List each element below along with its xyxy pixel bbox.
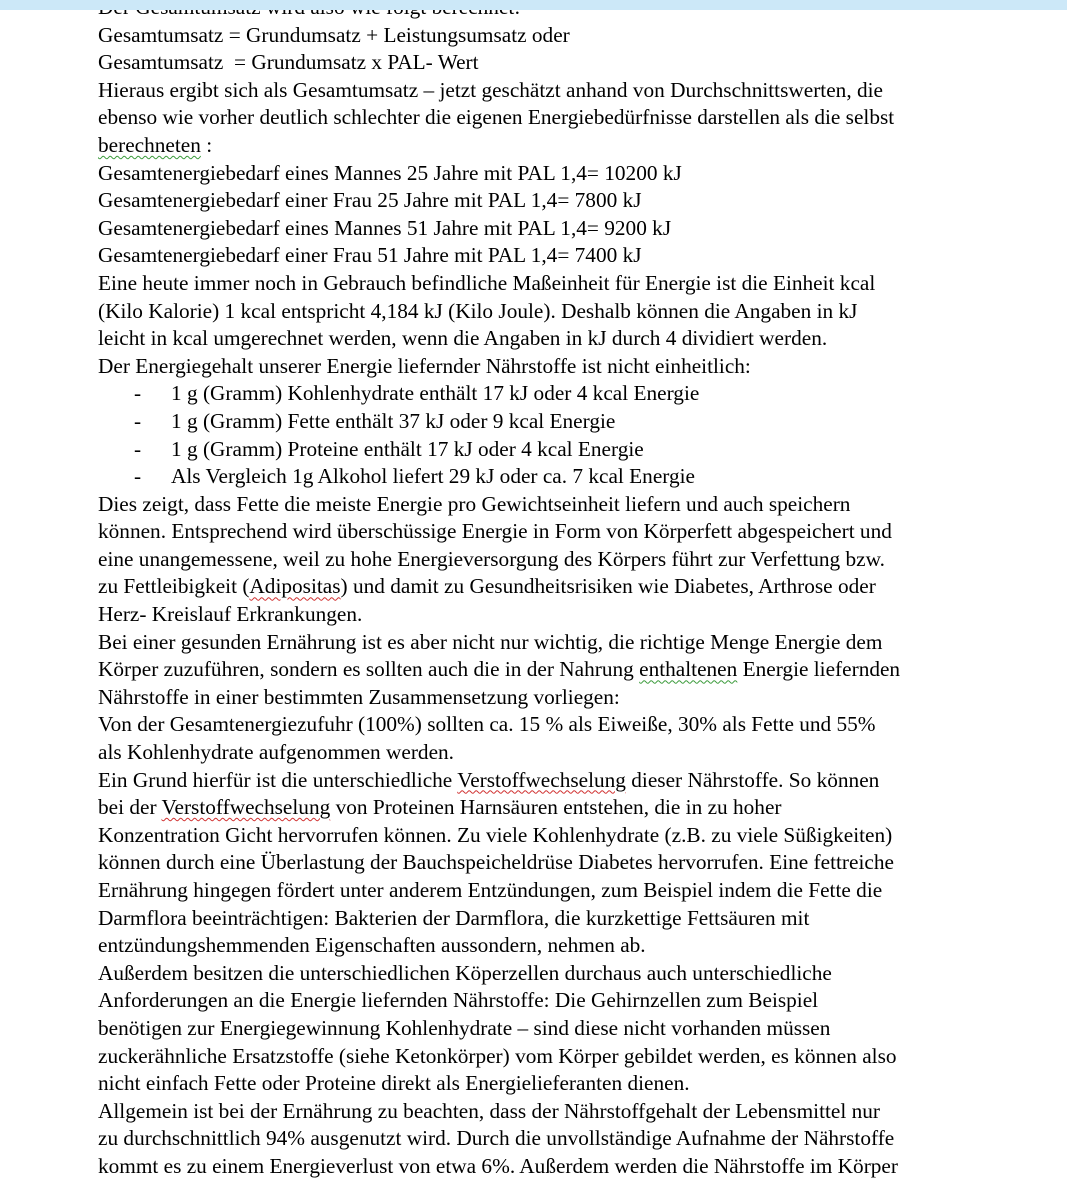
list-item: [98, 408, 1028, 436]
text-fragment: :: [200, 132, 213, 157]
list-item-text: 1 g (Gramm) Proteine enthält 17 kJ oder 4 kcal Energie: [171, 436, 644, 461]
energy-requirement-line: Gesamtenergiebedarf einer Frau 51 Jahre mit PAL 1,4= 7400 kJ: [98, 243, 642, 268]
text-line: Eine heute immer noch in Gebrauch befindliche Maßeinheit für Energie ist die Einheit kcal: [98, 270, 876, 295]
text-fragment: Körper zuzuführen, sondern es sollten auch die in der Nahrung: [98, 657, 640, 682]
text-fragment: Ein Grund hierfür ist die unterschiedliche: [98, 767, 458, 792]
text-line: [98, 767, 1028, 795]
text-line: Anforderungen an die Energie liefernden Nährstoffe: Die Gehirnzellen zum Beispiel: [98, 988, 819, 1013]
text-line: können durch eine Überlastung der Bauchspeicheldrüse Diabetes hervorrufen. Eine fettreiche: [98, 850, 894, 875]
text-line: Allgemein ist bei der Ernährung zu beachten, dass der Nährstoffgehalt der Lebensmittel nur: [98, 1098, 881, 1123]
bullet-dash: -: [134, 381, 142, 406]
text-line: Von der Gesamtenergiezufuhr (100%) sollten ca. 15 % als Eiweiße, 30% als Fette und 55%: [98, 712, 876, 737]
text-line: [98, 132, 1028, 160]
text-line: benötigen zur Energiegewinnung Kohlenhydrate – sind diese nicht vorhanden müssen: [98, 1015, 831, 1040]
text-fragment: Energie liefernden: [737, 657, 901, 682]
text-line: [98, 573, 1028, 601]
document-page[interactable]: [98, 0, 1028, 1181]
text-line: eine unangemessene, weil zu hohe Energieversorgung des Körpers führt zur Verfettung bzw.: [98, 546, 885, 571]
text-line: kommt es zu einem Energieverlust von etwa 6%. Außerdem werden die Nährstoffe im Körper: [98, 1153, 898, 1178]
list-item: [98, 436, 1028, 464]
bullet-dash: -: [134, 408, 142, 433]
text-line: Darmflora beeinträchtigen: Bakterien der Darmflora, die kurzkettige Fettsäuren mit: [98, 905, 810, 930]
text-line: Herz- Kreislauf Erkrankungen.: [98, 602, 363, 627]
text-line: zu durchschnittlich 94% ausgenutzt wird. Durch die unvollständige Aufnahme der Nährstoffe: [98, 1126, 895, 1151]
text-line: Konzentration Gicht hervorrufen können. Zu viele Kohlenhydrate (z.B. zu viele Süßigkeiten): [98, 822, 893, 847]
energy-requirement-line: Gesamtenergiebedarf eines Mannes 25 Jahre mit PAL 1,4= 10200 kJ: [98, 160, 682, 185]
text-line: Dies zeigt, dass Fette die meiste Energie pro Gewichtseinheit liefern und auch speichern: [98, 491, 851, 516]
text-line: als Kohlenhydrate aufgenommen werden.: [98, 740, 455, 765]
grammar-flagged-word[interactable]: enthaltenen: [639, 657, 738, 682]
text-line: [98, 656, 1028, 684]
spelling-flagged-word[interactable]: Verstoffwechselung: [457, 767, 626, 792]
text-line: Außerdem besitzen die unterschiedlichen Köperzellen durchaus auch unterschiedliche: [98, 960, 832, 985]
energy-requirement-line: Gesamtenergiebedarf einer Frau 25 Jahre mit PAL 1,4= 7800 kJ: [98, 188, 642, 213]
text-fragment: dieser Nährstoffe. So können: [625, 767, 880, 792]
text-fragment: von Proteinen Harnsäuren entstehen, die in zu hoher: [330, 795, 782, 820]
grammar-flagged-word[interactable]: berechneten: [98, 132, 201, 157]
text-line: leicht in kcal umgerechnet werden, wenn die Angaben in kJ durch 4 dividiert werden.: [98, 326, 828, 351]
text-fragment: ) und damit zu Gesundheitsrisiken wie Diabetes, Arthrose oder: [340, 574, 876, 599]
list-item-text: Als Vergleich 1g Alkohol liefert 29 kJ oder ca. 7 kcal Energie: [171, 464, 696, 489]
text-line: nicht einfach Fette oder Proteine direkt als Energielieferanten dienen.: [98, 1071, 690, 1096]
text-line: Hieraus ergibt sich als Gesamtumsatz – jetzt geschätzt anhand von Durchschnittswerten, die: [98, 77, 883, 102]
text-line: Nährstoffe in einer bestimmten Zusammensetzung vorliegen:: [98, 684, 620, 709]
text-line: ebenso wie vorher deutlich schlechter die eigenen Energiebedürfnisse darstellen als die selbst: [98, 105, 895, 130]
list-item-text: 1 g (Gramm) Kohlenhydrate enthält 17 kJ oder 4 kcal Energie: [171, 381, 700, 406]
text-line: zuckerähnliche Ersatzstoffe (siehe Ketonkörper) vom Körper gebildet werden, es können also: [98, 1043, 897, 1068]
list-item: [98, 380, 1028, 408]
text-line: Bei einer gesunden Ernährung ist es aber nicht nur wichtig, die richtige Menge Energie dem: [98, 629, 883, 654]
spelling-flagged-word[interactable]: Adipositas: [249, 574, 341, 599]
text-line: (Kilo Kalorie) 1 kcal entspricht 4,184 kJ (Kilo Joule). Deshalb können die Angaben in kJ: [98, 298, 858, 323]
text-line: können. Entsprechend wird überschüssige Energie in Form von Körperfett abgespeichert und: [98, 519, 892, 544]
text-line: Ernährung hingegen fördert unter anderem Entzündungen, zum Beispiel indem die Fette die: [98, 878, 883, 902]
text-line: [98, 794, 1028, 822]
formula-line: Gesamtumsatz = Grundumsatz x PAL- Wert: [98, 50, 479, 75]
window-top-edge: [0, 0, 1067, 10]
text-fragment: zu Fettleibigkeit (: [98, 574, 250, 599]
energy-requirement-line: Gesamtenergiebedarf eines Mannes 51 Jahre mit PAL 1,4= 9200 kJ: [98, 215, 672, 240]
bullet-dash: -: [134, 436, 142, 461]
formula-line: Gesamtumsatz = Grundumsatz + Leistungsumsatz oder: [98, 22, 570, 47]
list-item: [98, 463, 1028, 491]
list-item-text: 1 g (Gramm) Fette enthält 37 kJ oder 9 kcal Energie: [171, 408, 616, 433]
bullet-dash: -: [134, 464, 142, 489]
text-fragment: bei der: [98, 795, 162, 820]
spelling-flagged-word[interactable]: Verstoffwechselung: [161, 795, 331, 820]
text-line: entzündungshemmenden Eigenschaften aussondern, nehmen ab.: [98, 933, 646, 958]
text-line: Der Energiegehalt unserer Energie liefernder Nährstoffe ist nicht einheitlich:: [98, 353, 751, 378]
